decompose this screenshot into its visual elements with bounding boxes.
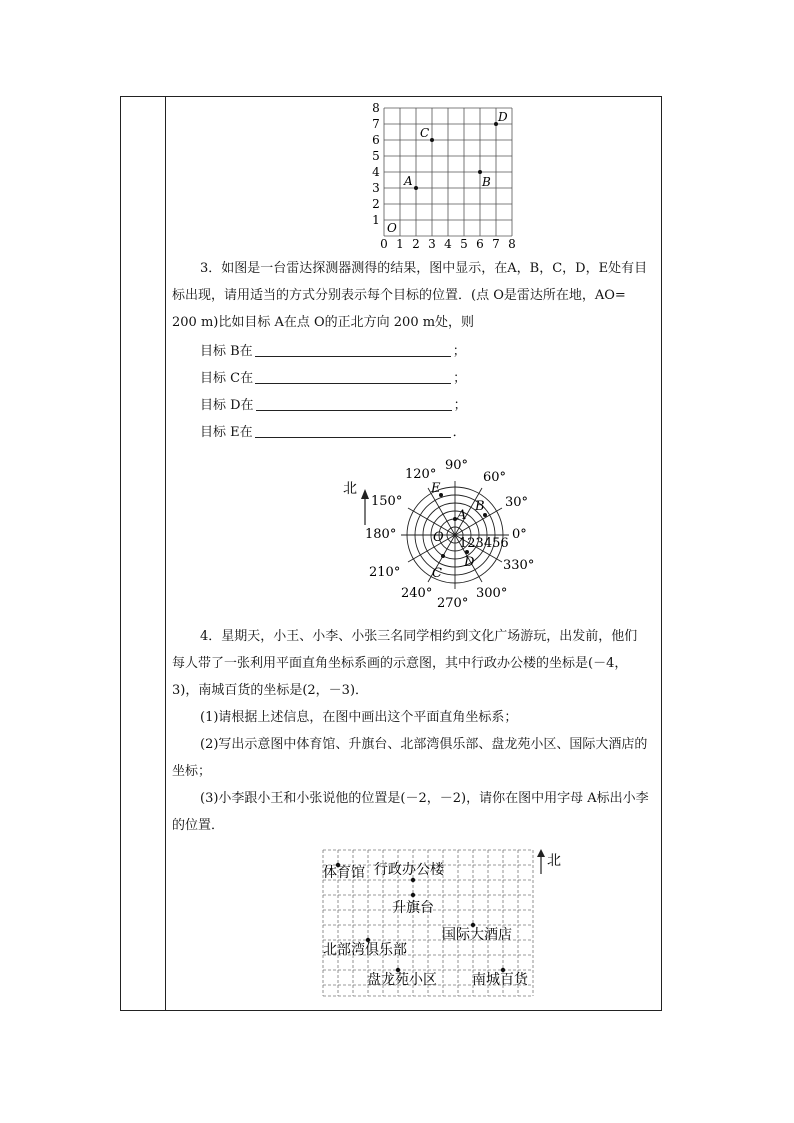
- q4-sub-3a: (3)小李跟小王和小张说他的位置是(－2，－2)，请你在图中用字母 A标出小李: [200, 791, 649, 806]
- grid-figure: [365, 100, 515, 250]
- radar-ring-numbers: 123456: [459, 536, 509, 551]
- x-tick: 0: [380, 237, 388, 251]
- answer-blank[interactable]: [255, 342, 451, 357]
- q4-line-2: 每人带了一张利用平面直角坐标系画的示意图，其中行政办公楼的坐标是(－4，: [172, 656, 628, 671]
- x-tick: 6: [476, 237, 484, 251]
- place-intl-hotel: 国际大酒店: [442, 927, 512, 943]
- y-tick: 4: [372, 165, 380, 179]
- grid-point-b: [478, 170, 482, 174]
- answer-blank[interactable]: [255, 369, 451, 384]
- answer-blank[interactable]: [256, 396, 452, 411]
- y-tick: 3: [372, 181, 380, 195]
- x-tick: 2: [412, 237, 420, 251]
- radar-figure: [335, 455, 545, 615]
- q3-line-2: 标出现，请用适当的方式分别表示每个目标的位置．(点 O是雷达所在地，AO=: [172, 288, 626, 303]
- q3-target-e: [200, 420, 466, 446]
- angle-0: 0°: [512, 527, 527, 542]
- radar-point-d: D: [464, 555, 475, 570]
- map-north-label: 北: [547, 853, 561, 869]
- grid-point-label: C: [420, 126, 430, 140]
- q4-line-3: 3)，南城百货的坐标是(2，－3)．: [172, 683, 369, 698]
- angle-240: 240°: [401, 586, 433, 601]
- place-flag-platform: 升旗台: [392, 900, 434, 916]
- q4-line-1: 4．星期天，小王、小李、小张三名同学相约到文化广场游玩，出发前，他们: [200, 629, 638, 644]
- y-tick: 5: [372, 149, 380, 163]
- y-tick: 1: [372, 213, 380, 227]
- radar-origin: O: [433, 530, 444, 545]
- q4-sub-2b: 坐标；: [172, 764, 212, 779]
- x-tick: 8: [508, 237, 516, 251]
- punct: ；: [453, 371, 467, 386]
- radar-point-c: C: [432, 566, 442, 581]
- place-admin-building: 行政办公楼: [374, 862, 444, 878]
- table-column-left: [121, 97, 166, 1010]
- origin-label: O: [387, 221, 397, 235]
- x-tick: 3: [428, 237, 436, 251]
- y-tick: 8: [372, 101, 380, 115]
- x-tick: 4: [444, 237, 452, 251]
- grid-point-label: D: [498, 110, 508, 124]
- grid-point-a: [414, 186, 418, 190]
- y-tick: 7: [372, 117, 380, 131]
- y-tick: 6: [372, 133, 380, 147]
- map-figure: [320, 846, 570, 1001]
- punct: ；: [453, 398, 467, 413]
- x-tick: 7: [492, 237, 500, 251]
- angle-180: 180°: [365, 527, 397, 542]
- place-beibuwan-club: 北部湾俱乐部: [323, 942, 407, 958]
- x-tick: 1: [396, 237, 404, 251]
- radar-point-a: A: [457, 508, 467, 523]
- angle-270: 270°: [437, 596, 469, 611]
- angle-150: 150°: [371, 494, 403, 509]
- angle-120: 120°: [405, 467, 437, 482]
- radar-point-b: B: [475, 499, 485, 514]
- angle-330: 330°: [503, 558, 535, 573]
- q4-sub-2a: (2)写出示意图中体育馆、升旗台、北部湾俱乐部、盘龙苑小区、国际大酒店的: [200, 737, 648, 752]
- grid-point-label: A: [404, 174, 413, 188]
- angle-210: 210°: [369, 565, 401, 580]
- x-tick: 5: [460, 237, 468, 251]
- punct: ；: [452, 344, 466, 359]
- radar-point-e: E: [431, 481, 441, 496]
- target-label: 目标 D在: [200, 398, 254, 413]
- angle-30: 30°: [505, 495, 529, 510]
- punct: ．: [452, 425, 466, 440]
- q3-line-1: 3．如图是一台雷达探测器测得的结果，图中显示，在A，B，C，D，E处有目: [200, 261, 648, 276]
- q4-sub-1: (1)请根据上述信息，在图中画出这个平面直角坐标系；: [200, 710, 518, 725]
- answer-blank[interactable]: [255, 423, 451, 438]
- angle-300: 300°: [476, 586, 508, 601]
- target-label: 目标 C在: [200, 371, 254, 386]
- place-panlongyuan: 盘龙苑小区: [367, 972, 437, 988]
- place-gym: 体育馆: [323, 865, 365, 881]
- grid-point-label: B: [482, 175, 491, 189]
- north-label: 北: [343, 481, 357, 497]
- q3-target-c: [200, 366, 466, 392]
- target-label: 目标 B在: [200, 344, 253, 359]
- q4-sub-3b: 的位置．: [172, 818, 225, 833]
- angle-60: 60°: [483, 470, 507, 485]
- place-nancheng-store: 南城百货: [472, 972, 528, 988]
- y-tick: 2: [372, 197, 380, 211]
- table-column-divider: [165, 97, 166, 1010]
- angle-90: 90°: [445, 458, 469, 473]
- grid-point-c: [430, 138, 434, 142]
- q3-target-d: [200, 393, 467, 419]
- q3-target-b: [200, 339, 466, 365]
- q3-line-3: 200 m)比如目标 A在点 O的正北方向 200 m处，则: [172, 315, 475, 330]
- target-label: 目标 E在: [200, 425, 253, 440]
